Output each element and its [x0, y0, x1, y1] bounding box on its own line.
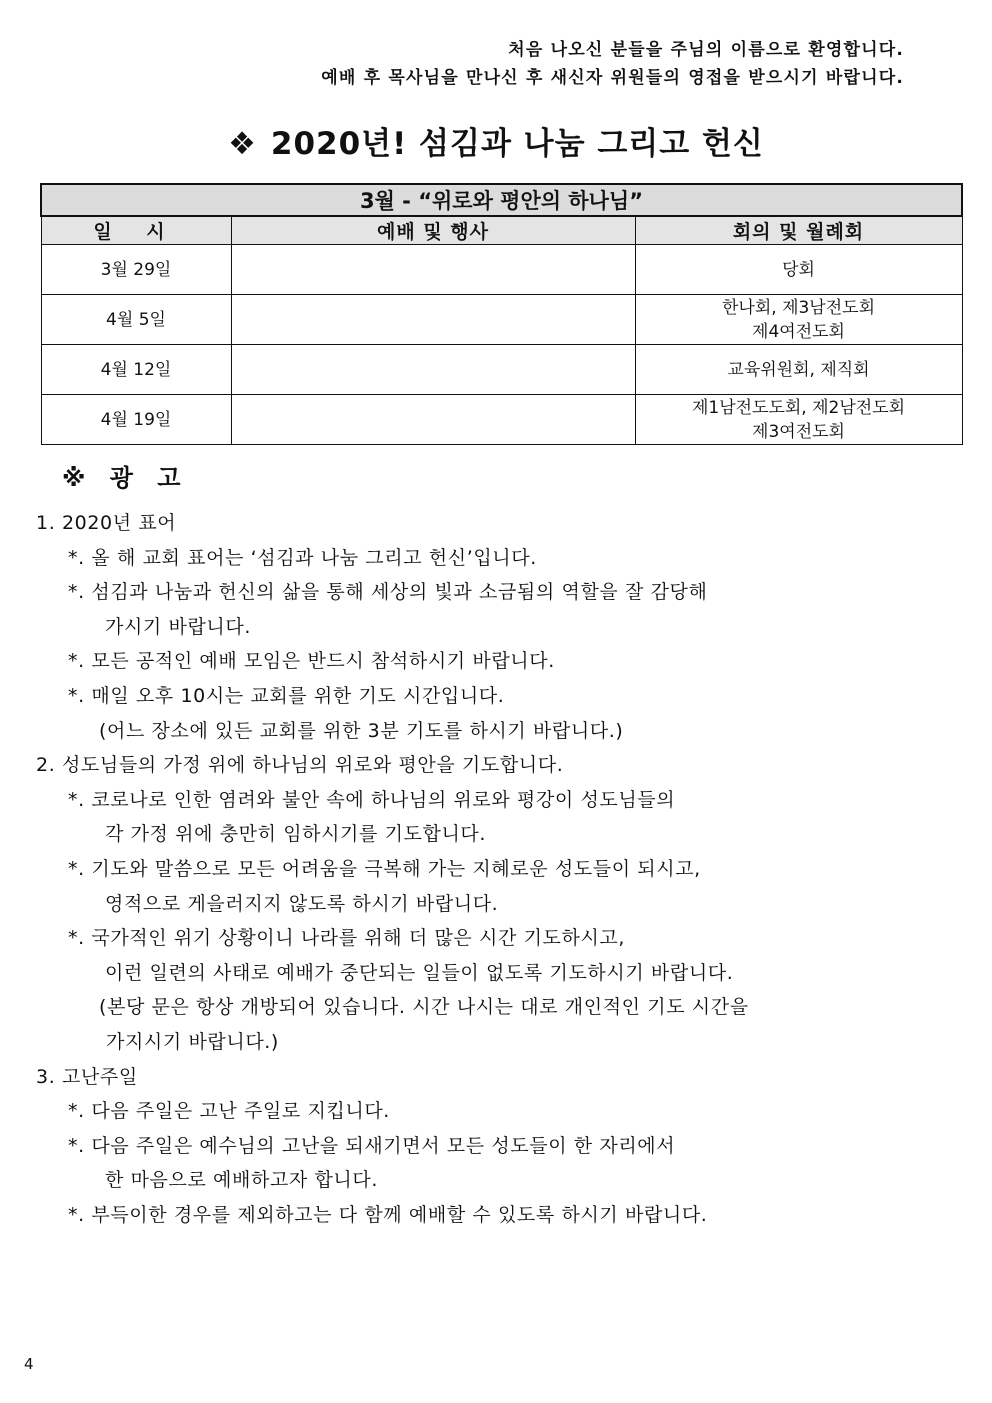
schedule-header-row [41, 216, 962, 245]
ads-bullet-line: *. 올 해 교회 표어는 ‘섬김과 나눔 그리고 헌신’입니다. [68, 546, 537, 569]
schedule-table [40, 183, 963, 445]
row-date: 4월 12일 [41, 345, 231, 395]
ads-bullet-line: 가지시기 바랍니다.) [106, 1030, 279, 1053]
ads-item [36, 1060, 936, 1233]
ads-bullet-line: (본당 문은 항상 개방되어 있습니다. 시간 나시는 대로 개인적인 기도 시간을 [99, 996, 749, 1019]
ads-heading: ※ 광 고 [62, 464, 189, 492]
row-meeting [635, 245, 962, 295]
row-meeting-line: 제3여전도회 [752, 421, 845, 442]
ads-bullet-line: *. 국가적인 위기 상황이니 나라를 위해 더 많은 시간 기도하시고, [68, 927, 625, 950]
ads-bullet-line: 영적으로 게을러지지 않도록 하시기 바랍니다. [105, 892, 499, 915]
ads-bullet [36, 541, 936, 576]
welcome-message [321, 36, 904, 92]
row-meeting [635, 295, 962, 345]
ads-bullet [36, 575, 936, 644]
ads-bullet-line: *. 코로나로 인한 염려와 불안 속에 하나님의 위로와 평강이 성도님들의 [68, 788, 676, 811]
ads-item [36, 748, 936, 1059]
row-event [231, 395, 635, 445]
row-event [231, 345, 635, 395]
row-meeting-line: 제1남전도도회, 제2남전도회 [691, 397, 906, 418]
ads-bullet-line: (어느 장소에 있든 교회를 위한 3분 기도를 하시기 바랍니다.) [99, 719, 624, 742]
row-date: 3월 29일 [41, 245, 231, 295]
schedule-month-row [41, 184, 962, 216]
ads-bullet-line: *. 매일 오후 10시는 교회를 위한 기도 시간입니다. [68, 684, 505, 707]
ads-bullet [36, 852, 936, 921]
ads-bullet [36, 644, 936, 679]
ads-bullet-line: 가시기 바랍니다. [105, 615, 251, 638]
ads-bullet [36, 1129, 936, 1198]
row-meeting [635, 345, 962, 395]
page-title-text: 2020년! 섬김과 나눔 그리고 헌신 [270, 126, 764, 162]
ads-bullet [36, 1094, 936, 1129]
table-row [41, 245, 962, 295]
ads-bullet-line: *. 부득이한 경우를 제외하고는 다 함께 예배할 수 있도록 하시기 바랍니다. [68, 1203, 708, 1226]
header-event: 예배 및 행사 [231, 216, 635, 245]
row-meeting-line: 당회 [782, 259, 815, 280]
ads-bullet [36, 921, 936, 1059]
ads-bullet-line: *. 모든 공적인 예배 모임은 반드시 참석하시기 바랍니다. [68, 650, 555, 673]
ads-bullet [36, 1198, 936, 1233]
schedule-month-title: 3월 - “위로와 평안의 하나님” [41, 184, 962, 216]
ads-bullet-line: *. 기도와 말씀으로 모든 어려움을 극복해 가는 지혜로운 성도들이 되시고, [68, 857, 701, 880]
ads-bullet-line: *. 다음 주일은 예수님의 고난을 되새기면서 모든 성도들이 한 자리에서 [68, 1134, 676, 1157]
ads-bullet-line: 한 마음으로 예배하고자 합니다. [105, 1169, 378, 1192]
table-row [41, 295, 962, 345]
header-meeting: 회의 및 월례회 [635, 216, 962, 245]
ads-bullet-line: 각 가정 위에 충만히 임하시기를 기도합니다. [105, 823, 487, 846]
page-number: 4 [24, 1355, 34, 1373]
row-meeting-line: 한나회, 제3남전도회 [722, 297, 875, 318]
row-meeting-line: 교육위원회, 제직회 [727, 359, 870, 380]
welcome-line-1: 처음 나오신 분들을 주님의 이름으로 환영합니다. [508, 40, 904, 60]
page-title [0, 118, 992, 163]
diamond-icon: ❖ [228, 126, 257, 162]
row-date: 4월 5일 [41, 295, 231, 345]
ads-item-title: 1. 2020년 표어 [36, 512, 177, 534]
header-date: 일 시 [41, 216, 231, 245]
row-event [231, 245, 635, 295]
ads-item-title: 3. 고난주일 [36, 1065, 138, 1088]
row-meeting [635, 395, 962, 445]
ads-bullet-line: *. 다음 주일은 고난 주일로 지킵니다. [68, 1100, 390, 1123]
row-date: 4월 19일 [41, 395, 231, 445]
ads-bullet [36, 783, 936, 852]
ads-bullet [36, 679, 936, 748]
table-row [41, 345, 962, 395]
ads-item [36, 506, 936, 748]
welcome-line-2: 예배 후 목사님을 만나신 후 새신자 위원들의 영접을 받으시기 바랍니다. [321, 68, 904, 88]
row-event [231, 295, 635, 345]
ads-bullet-line: 이런 일련의 사태로 예배가 중단되는 일들이 없도록 기도하시기 바랍니다. [105, 961, 734, 984]
table-row [41, 395, 962, 445]
ads-bullet-line: *. 섬김과 나눔과 헌신의 삶을 통해 세상의 빛과 소금됨의 역할을 잘 감당해 [68, 581, 708, 604]
ads-list [36, 506, 936, 1232]
ads-item-title: 2. 성도님들의 가정 위에 하나님의 위로와 평안을 기도합니다. [36, 754, 564, 777]
row-meeting-line: 제4여전도회 [752, 321, 845, 342]
